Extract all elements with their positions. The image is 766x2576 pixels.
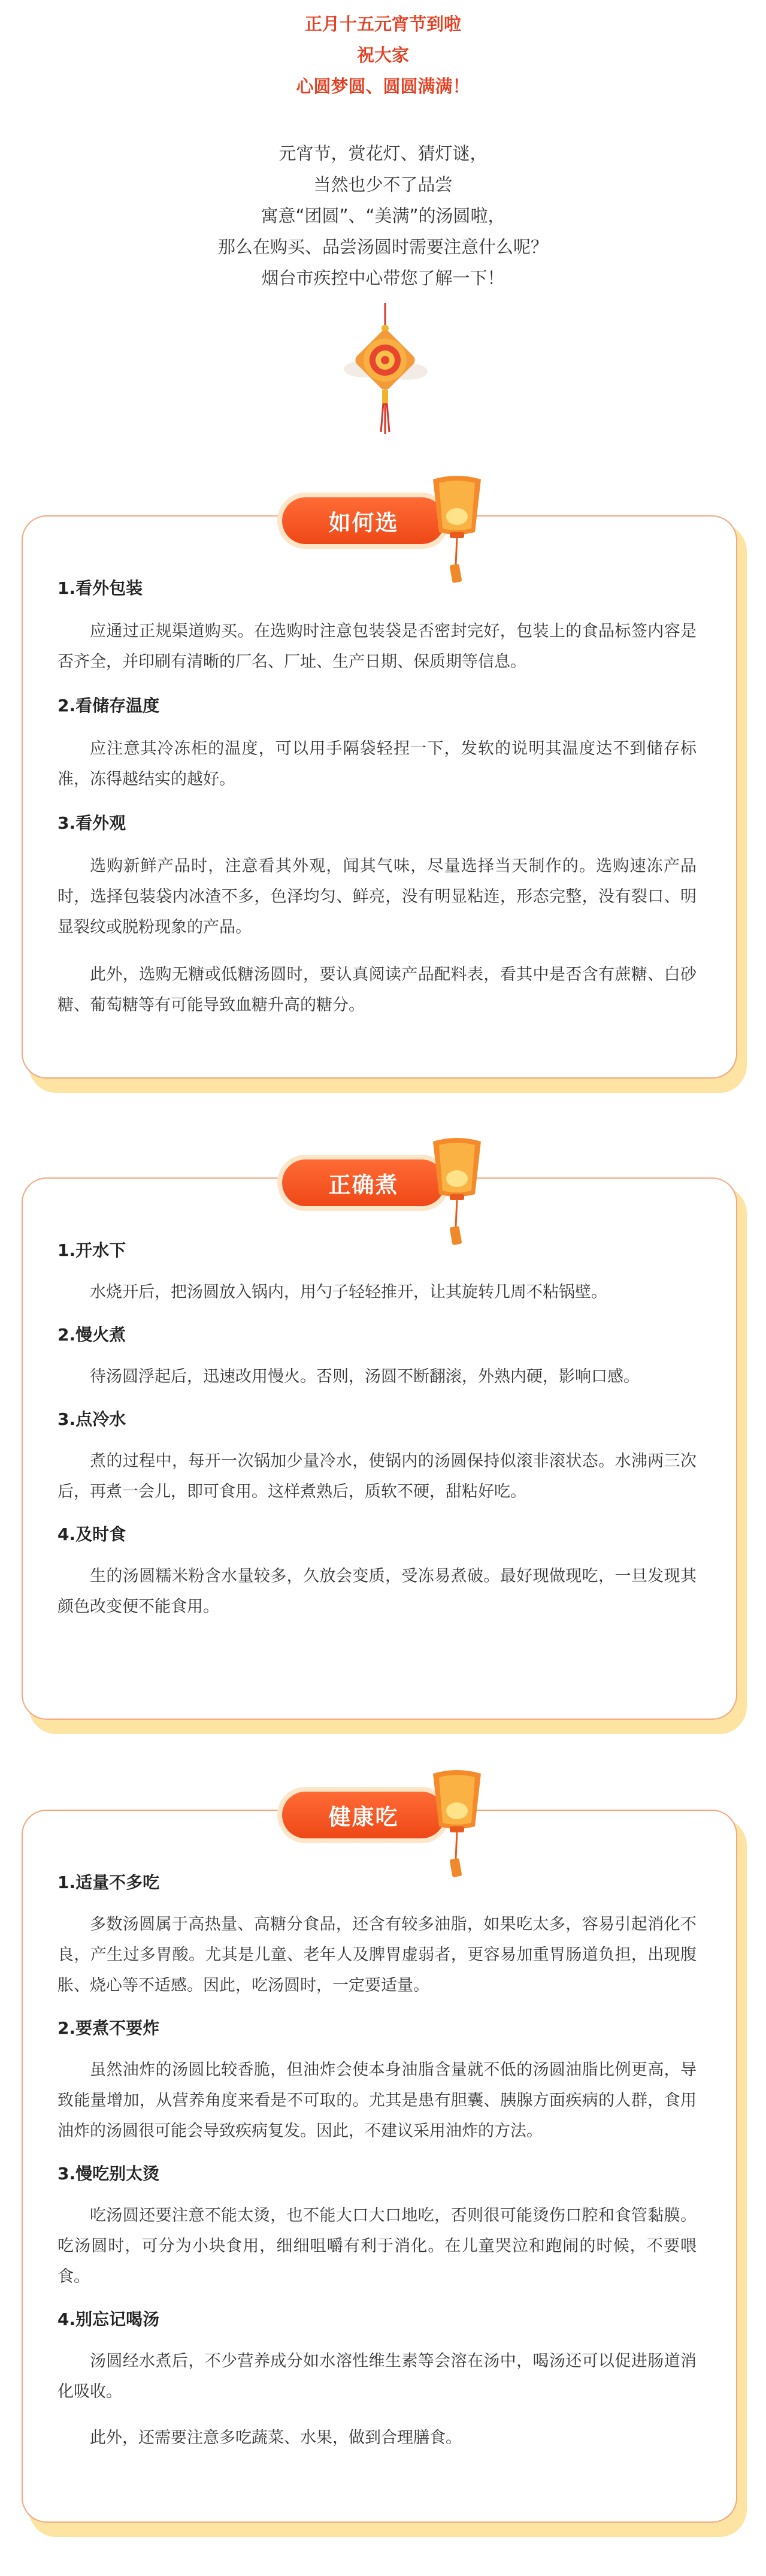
item-heading: 2.看储存温度 (57, 696, 160, 715)
item-paragraph: 应通过正规渠道购买。在选购时注意包装袋是否密封完好，包装上的食品标签内容是否齐全，并印刷有清晰的厂名、厂址、生产日期、保质期等信息。 (57, 622, 697, 671)
section-eat-healthy (22, 1804, 744, 2523)
item-paragraph: 虽然油炸的汤圆比较香脆，但油炸会使本身油脂含量就不低的汤圆油脂比例更高，导致能量增加，从营养角度来看是不可取的。尤其是患有胆囊、胰腺方面疾病的人群，食用油炸的汤圆很可能会导致疾病复发。因此，不建议采用油炸的方法。 (57, 2061, 697, 2140)
intro-line: 寓意“团圆”、“美满”的汤圆啦， (261, 206, 505, 226)
item-paragraph: 汤圆经水煮后，不少营养成分如水溶性维生素等会溶在汤中，喝汤还可以促进肠道消化吸收。 (57, 2352, 697, 2401)
header (0, 0, 766, 102)
item-paragraph: 此外，选购无糖或低糖汤圆时，要认真阅读产品配料表，看其中是否含有蔗糖、白砂糖、葡萄糖等有可能导致血糖升高的糖分。 (57, 965, 697, 1014)
chinese-knot-icon (340, 303, 430, 435)
section-title: 正确煮 (282, 1159, 445, 1206)
item-heading: 4.别忘记喝汤 (57, 2309, 160, 2329)
item-heading: 3.看外观 (57, 813, 126, 833)
header-line-1: 正月十五元宵节到啦 (304, 14, 461, 34)
intro-line: 当然也少不了品尝 (313, 174, 453, 195)
intro (0, 138, 766, 294)
item-heading: 3.慢吃别太烫 (57, 2164, 160, 2184)
section-content (57, 1237, 697, 1622)
item-paragraph: 多数汤圆属于高热量、高糖分食品，还含有较多油脂，如果吃太多，容易引起消化不良，产生过多胃酸。尤其是儿童、老年人及脾胃虚弱者，更容易加重胃肠道负担，出现腹胀、烧心等不适感。因此，吃汤圆时，一定要适量。 (57, 1915, 697, 1995)
item-paragraph: 应注意其冷冻柜的温度，可以用手隔袋轻捏一下，发软的说明其温度达不到储存标准，冻得越结实的越好。 (57, 739, 697, 789)
item-heading: 1.适量不多吃 (57, 1873, 160, 1892)
item-paragraph: 生的汤圆糯米粉含水量较多，久放会变质，受冻易煮破。最好现做现吃，一旦发现其颜色改变便不能食用。 (57, 1567, 697, 1616)
section-content (57, 1870, 697, 2453)
item-paragraph: 待汤圆浮起后，迅速改用慢火。否则，汤圆不断翻滚，外熟内硬，影响口感。 (90, 1367, 640, 1386)
section-how-to-choose (22, 510, 744, 1079)
item-heading: 2.慢火煮 (57, 1325, 126, 1345)
intro-line: 元宵节，赏花灯、猜灯谜， (278, 143, 488, 164)
item-heading: 3.点冷水 (57, 1409, 126, 1429)
intro-line: 烟台市疾控中心带您了解一下！ (261, 268, 505, 288)
item-heading: 1.看外包装 (57, 578, 143, 598)
item-paragraph: 此外，还需要注意多吃蔬菜、水果，做到合理膳食。 (90, 2429, 462, 2447)
item-paragraph: 吃汤圆还要注意不能太烫，也不能大口大口地吃，否则很可能烫伤口腔和食管黏膜。吃汤圆时，可分为小块食用，细细咀嚼有利于消化。在儿童哭泣和跑闹的时候，不要喂食。 (57, 2206, 697, 2286)
header-line-2: 祝大家 (356, 45, 409, 65)
item-paragraph: 水烧开后，把汤圆放入锅内，用勺子轻轻推开，让其旋转几周不粘锅壁。 (90, 1283, 607, 1301)
intro-line: 那么在购买、品尝汤圆时需要注意什么呢？ (217, 237, 548, 257)
section-title: 健康吃 (282, 1792, 445, 1838)
item-paragraph: 选购新鲜产品时，注意看其外观，闻其气味，尽量选择当天制作的。选购速冻产品时，选择包装袋内冰渣不多，色泽均匀、鲜亮，没有明显粘连，形态完整，没有裂口、明显裂纹或脱粉现象的产品。 (57, 857, 697, 937)
header-line-3: 心圆梦圆、圆圆满满！ (296, 76, 470, 96)
item-heading: 4.及时食 (57, 1524, 126, 1544)
item-heading: 1.开水下 (57, 1240, 126, 1260)
section-content (57, 575, 697, 1020)
item-heading: 2.要煮不要炸 (57, 2018, 160, 2038)
section-title: 如何选 (282, 497, 445, 544)
section-cook-correctly (22, 1172, 744, 1720)
item-paragraph: 煮的过程中，每开一次锅加少量冷水，使锅内的汤圆保持似滚非滚状态。水沸两三次后，再煮一会儿，即可食用。这样煮熟后，质软不硬，甜粘好吃。 (57, 1452, 697, 1501)
